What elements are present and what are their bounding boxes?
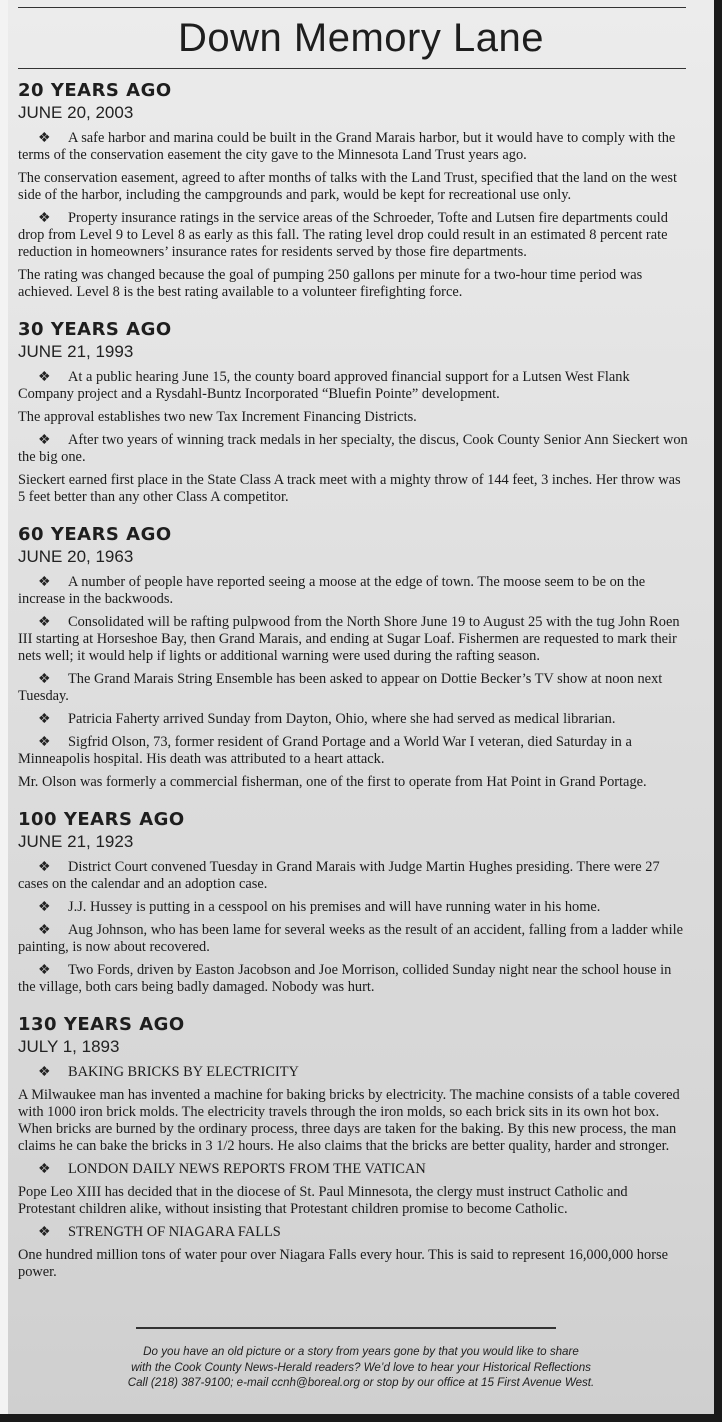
four-diamond-bullet-icon: ❖ [38,672,51,687]
four-diamond-bullet-icon: ❖ [38,433,51,448]
section-heading: 20 YEARS AGO [18,80,172,101]
news-item [18,614,688,665]
news-item-text: Two Fords, driven by Easton Jacobson and Joe Morrison, collided Sunday night near the school house in the village, both cars being badly damaged. Nobody was hurt. [18,962,672,995]
news-item-text: The approval establishes two new Tax Increment Financing Districts. [18,409,417,425]
news-item [18,899,688,916]
news-item-text: Sieckert earned first place in the State Class A track meet with a mighty throw of 144 feet, 3 inches. Her throw was 5 feet better than any other Class A competitor. [18,472,681,505]
section [18,319,688,506]
news-item-text: Pope Leo XIII has decided that in the diocese of St. Paul Minnesota, the clergy must instruct Catholic and Protestant children alike, without insisting that Protestant children promise to become Catholic. [18,1184,628,1217]
news-item-text: Sigfrid Olson, 73, former resident of Grand Portage and a World War I veteran, died Saturday in a Minneapolis hospital. His death was attributed to a heart attack. [18,734,632,767]
four-diamond-bullet-icon: ❖ [38,1162,51,1177]
news-item-text: The rating was changed because the goal of pumping 250 gallons per minute for a two-hour time period was achieved. Level 8 is the best rating available to a volunteer firefighting force. [18,267,643,300]
four-diamond-bullet-icon: ❖ [38,615,51,630]
news-item [18,1247,688,1281]
news-item-text: Aug Johnson, who has been lame for several weeks as the result of an accident, falling from a ladder while painting, is now about recovered. [18,922,683,955]
four-diamond-bullet-icon: ❖ [38,963,51,978]
news-item [18,432,688,466]
news-item-text: J.J. Hussey is putting in a cesspool on his premises and will have running water in his home. [68,899,601,915]
column-title: Down Memory Lane [178,16,544,60]
news-item-text: LONDON DAILY NEWS REPORTS FROM THE VATICAN [68,1161,426,1177]
section [18,524,688,791]
news-item [18,1224,688,1241]
news-item-text: District Court convened Tuesday in Grand Marais with Judge Martin Hughes presiding. There were 27 cases on the calendar and an adoption case. [18,859,660,892]
section-date: JUNE 20, 1963 [18,547,134,566]
footer-note [8,1344,714,1391]
footer-line-3: Call (218) 387-9100; e-mail ccnh@boreal.org or stop by our office at 15 First Avenue West. [127,1376,595,1389]
news-item-text: A number of people have reported seeing a moose at the edge of town. The moose seem to be on the increase in the backwoods. [18,574,646,607]
news-item [18,267,688,301]
section [18,80,688,301]
four-diamond-bullet-icon: ❖ [38,211,51,226]
page-right-border [714,0,722,1422]
news-item [18,409,688,426]
news-item-text: The Grand Marais String Ensemble has been asked to appear on Dottie Becker’s TV show at noon next Tuesday. [18,671,663,704]
newspaper-column [8,0,714,1414]
news-item [18,774,688,791]
section-date: JUNE 21, 1993 [18,342,134,361]
news-item [18,369,688,403]
section-date: JUNE 21, 1923 [18,832,134,851]
four-diamond-bullet-icon: ❖ [38,131,51,146]
section-heading: 130 YEARS AGO [18,1014,185,1035]
news-item-text: At a public hearing June 15, the county board approved financial support for a Lutsen West Flank Company project and a Rysdahl-Buntz Incorporated “Bluefin Pointe” development. [18,369,630,402]
news-item [18,210,688,261]
four-diamond-bullet-icon: ❖ [38,575,51,590]
top-rule [18,7,686,8]
news-item [18,1161,688,1178]
news-item-text: After two years of winning track medals in her specialty, the discus, Cook County Senior Ann Sieckert won the big one. [18,432,688,465]
four-diamond-bullet-icon: ❖ [38,1065,51,1080]
news-item [18,859,688,893]
news-item-text: BAKING BRICKS BY ELECTRICITY [68,1064,299,1080]
footer-rule [136,1327,556,1329]
news-item [18,711,688,728]
section-date: JULY 1, 1893 [18,1037,120,1056]
news-item-text: Patricia Faherty arrived Sunday from Dayton, Ohio, where she had served as medical librarian. [68,711,616,727]
news-item [18,1087,688,1155]
four-diamond-bullet-icon: ❖ [38,370,51,385]
footer-line-2: with the Cook County News-Herald readers? We’d love to hear your Historical Reflections [131,1360,591,1374]
page-bottom-border [0,1414,722,1422]
section-heading: 60 YEARS AGO [18,524,172,545]
news-item [18,130,688,164]
four-diamond-bullet-icon: ❖ [38,923,51,938]
news-item-text: Consolidated will be rafting pulpwood from the North Shore June 19 to August 25 with the tug John Roen III starting at Horseshoe Bay, then Grand Marais, and ending at Sugar Loaf. Fishermen are requested to mark their nets well; it would help if lights or additional warning were used during the rafting season. [18,614,680,664]
news-item [18,922,688,956]
four-diamond-bullet-icon: ❖ [38,900,51,915]
section [18,1014,688,1281]
news-item [18,734,688,768]
column-content [18,72,688,1299]
news-item-text: Mr. Olson was formerly a commercial fisherman, one of the first to operate from Hat Point in Grand Portage. [18,774,647,790]
news-item [18,574,688,608]
news-item-text: One hundred million tons of water pour over Niagara Falls every hour. This is said to represent 16,000,000 horse power. [18,1247,668,1280]
news-item [18,671,688,705]
section [18,809,688,996]
news-item [18,1184,688,1218]
news-item-text: A Milwaukee man has invented a machine for baking bricks by electricity. The machine consists of a table covered with 1000 iron brick molds. The electricity travels through the iron molds, so each brick sits in its own hot box. When bricks are burned by the ordinary process, three days are taken for the baking. By this new process, the man claims he can bake the bricks in 3 1/2 hours. He also claims that the bricks are better quality, harder and stronger. [18,1087,680,1154]
news-item [18,1064,688,1081]
section-heading: 100 YEARS AGO [18,809,185,830]
four-diamond-bullet-icon: ❖ [38,1225,51,1240]
news-item-text: A safe harbor and marina could be built in the Grand Marais harbor, but it would have to comply with the terms of the conservation easement the city gave to the Minnesota Land Trust years ago. [18,130,676,163]
news-item [18,962,688,996]
section-date: JUNE 20, 2003 [18,103,134,122]
four-diamond-bullet-icon: ❖ [38,860,51,875]
four-diamond-bullet-icon: ❖ [38,712,51,727]
news-item [18,170,688,204]
news-item [18,472,688,506]
section-heading: 30 YEARS AGO [18,319,172,340]
four-diamond-bullet-icon: ❖ [38,735,51,750]
news-item-text: Property insurance ratings in the service areas of the Schroeder, Tofte and Lutsen fire departments could drop from Level 9 to Level 8 as early as this fall. The rating level drop could result in an estimated 8 percent rate reduction in homeowners’ insurance rates for residents served by those fire departments. [18,210,668,260]
title-rule [18,68,686,69]
footer-line-1: Do you have an old picture or a story from years gone by that you would like to share [143,1345,579,1358]
news-item-text: STRENGTH OF NIAGARA FALLS [68,1224,281,1240]
page-left-margin [0,0,8,1422]
news-item-text: The conservation easement, agreed to after months of talks with the Land Trust, specified that the land on the west side of the harbor, including the campgrounds and park, would be kept for recreational use only. [18,170,677,203]
